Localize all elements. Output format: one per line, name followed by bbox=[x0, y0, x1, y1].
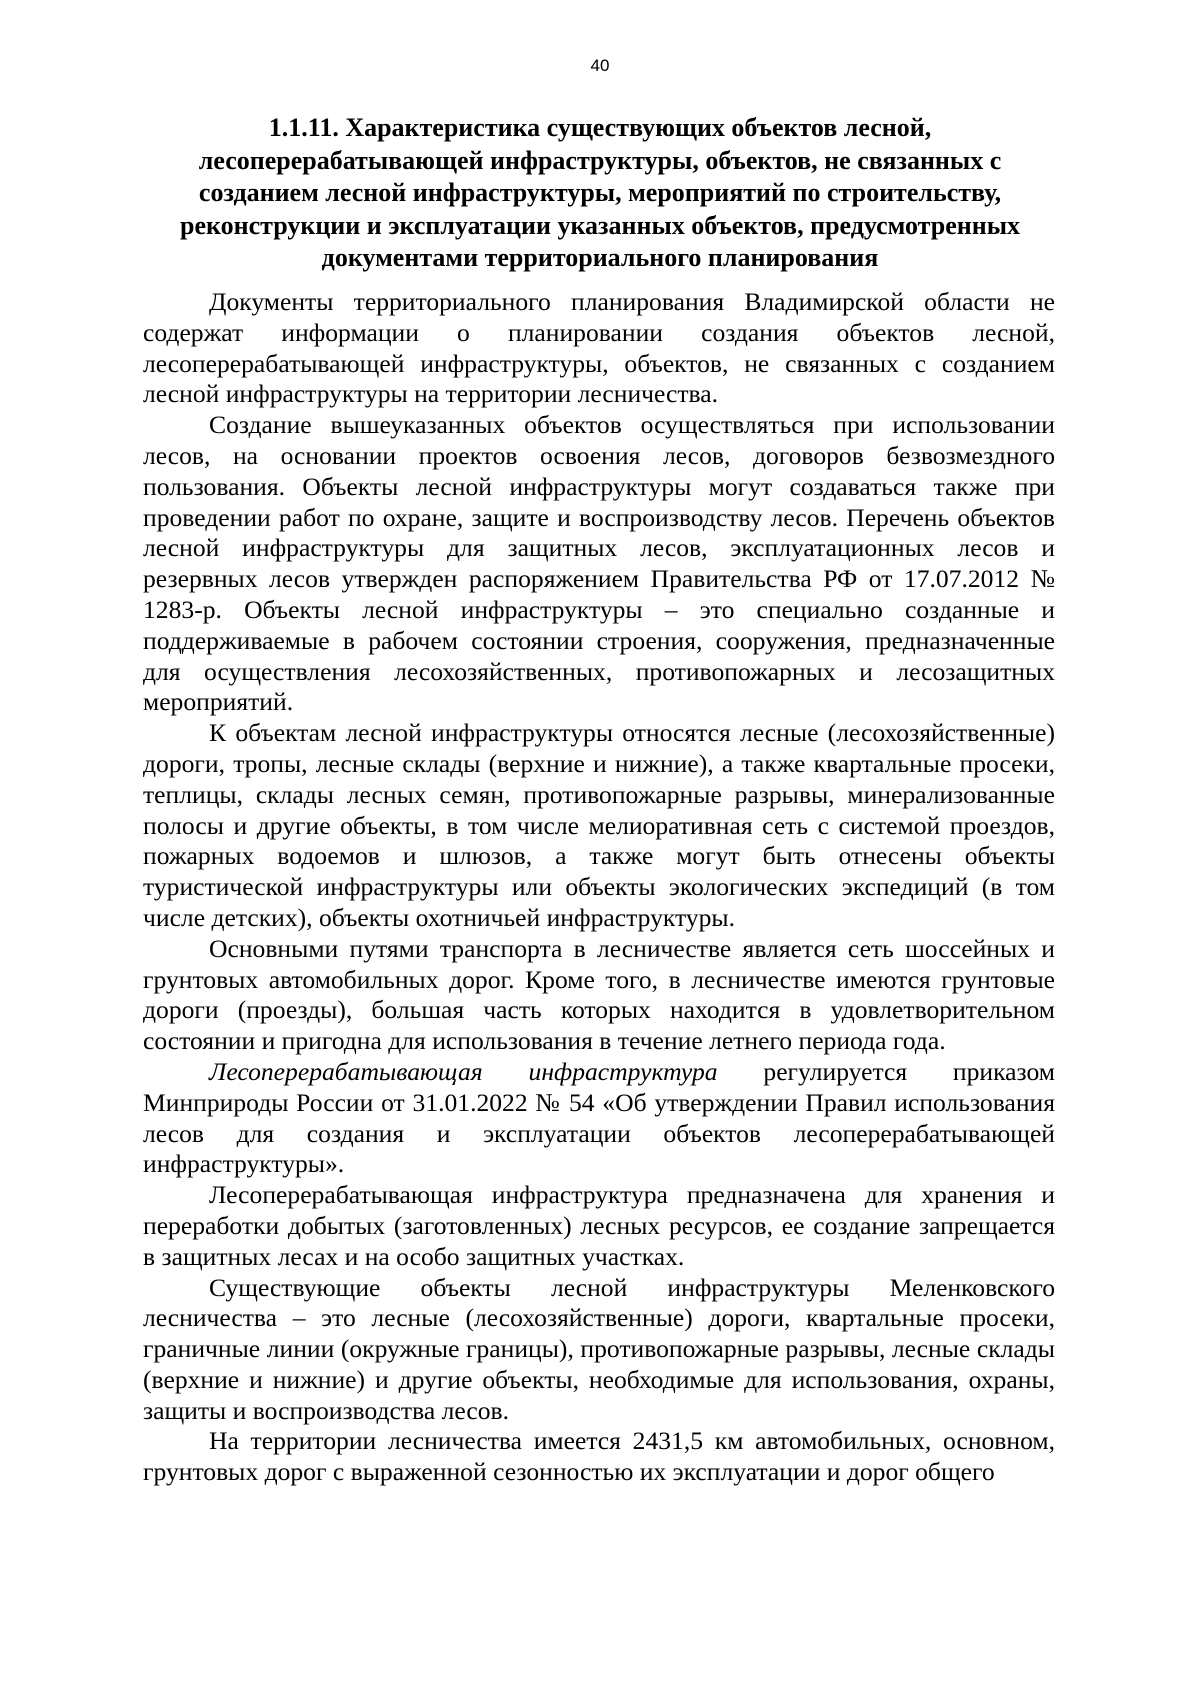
heading-line: реконструкции и эксплуатации указанных объектов, предусмотренных bbox=[179, 210, 1020, 240]
paragraph-infrastructure-objects: К объектам лесной инфраструктуры относятся лесные (лесохозяйственные) дороги, тропы, лесные склады (верхние и нижние), а также квартальные просеки, теплицы, склады лесных семян, противопожарные разрывы, минерализованные полосы и другие объекты, в том числе мелиоративная сеть с системой проездов, пожарных водоемов и шлюзов, а также могут быть отнесены объекты туристической инфраструктуры или объекты экологических экспедиций (в том числе детских), объекты охотничьей инфраструктуры. bbox=[143, 718, 1055, 932]
heading-line: документами территориального планирования bbox=[321, 243, 879, 272]
paragraph-text: регулируется приказом Минприроды России от 31.01.2022 № 54 «Об утверждении Правил использования лесов для создания и эксплуатации объектов лесоперерабатывающей инфраструктуры». bbox=[143, 1056, 1055, 1179]
body-text bbox=[143, 287, 1055, 1488]
paragraph-transport-routes: Основными путями транспорта в лесничестве является сеть шоссейных и грунтовых автомобильных дорог. Кроме того, в лесничестве имеются грунтовые дороги (проезды), большая часть которых находится в удовлетворительном состоянии и пригодна для использования в течение летнего периода года. bbox=[143, 933, 1055, 1056]
heading-line: созданием лесной инфраструктуры, мероприятий по строительству, bbox=[198, 178, 1002, 207]
paragraph-processing-purpose: Лесоперерабатывающая инфраструктура предназначена для хранения и переработки добытых (заготовленных) лесных ресурсов, ее создание запрещается в защитных лесах и на особо защитных участках. bbox=[143, 1180, 1055, 1271]
page-number: 40 bbox=[590, 56, 610, 75]
paragraph-creation-of-objects: Создание вышеуказанных объектов осуществляться при использовании лесов, на основании проектов освоения лесов, договоров безвозмездного пользования. Объекты лесной инфраструктуры могут создаваться также при проведении работ по охране, защите и воспроизводству лесов. Перечень объектов лесной инфраструктуры для защитных лесов, эксплуатационных лесов и резервных лесов утвержден распоряжением Правительства РФ от 17.07.2012 № 1283-р. Объекты лесной инфраструктуры – это специально созданные и поддерживаемые в рабочем состоянии строения, сооружения, предназначенные для осуществления лесохозяйственных, противопожарных и лесозащитных мероприятий. bbox=[143, 410, 1055, 717]
paragraph-roads-length: На территории лесничества имеется 2431,5 км автомобильных, основном, грунтовых дорог с выраженной сезонностью их эксплуатации и дорог общего bbox=[143, 1426, 1055, 1487]
paragraph-planning-documents: Документы территориального планирования Владимирской области не содержат информации о планировании создания объектов лесной, лесоперерабатывающей инфраструктуры, объектов, не связанных с созданием лесной инфраструктуры на территории лесничества. bbox=[143, 287, 1055, 409]
section-heading bbox=[170, 112, 1030, 275]
paragraph-existing-objects: Существующие объекты лесной инфраструктуры Меленковского лесничества – это лесные (лесохозяйственные) дороги, квартальные просеки, граничные линии (окружные границы), противопожарные разрывы, лесные склады (верхние и нижние) и другие объекты, необходимые для использования, охраны, защиты и воспроизводства лесов. bbox=[143, 1272, 1055, 1425]
heading-line: лесоперерабатывающей инфраструктуры, объектов, не связанных с bbox=[198, 145, 1002, 175]
heading-line: 1.1.11. Характеристика существующих объектов лесной, bbox=[268, 113, 932, 142]
italic-term: Лесоперерабатывающая инфраструктура bbox=[209, 1056, 718, 1086]
paragraph-processing-regulation bbox=[143, 1057, 1055, 1180]
